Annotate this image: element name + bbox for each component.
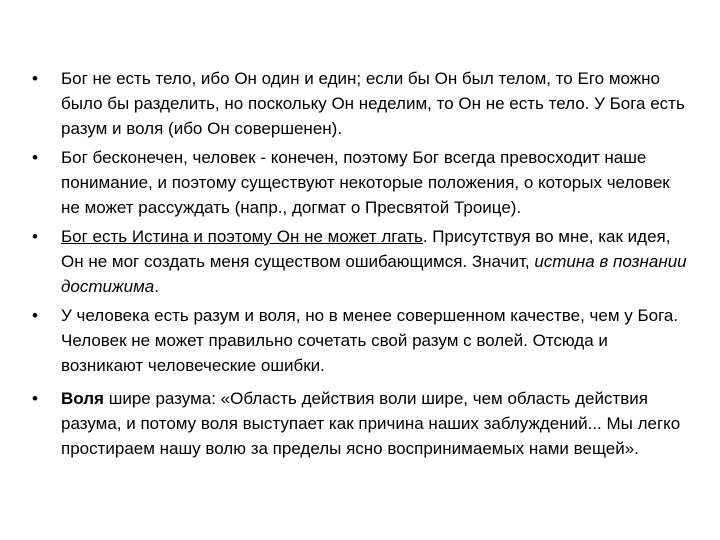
bullet-marker: • [32, 306, 38, 325]
bullet-text: У человека есть разум и воля, но в менее совершенном качестве, чем у Бога. Человек не может правильно сочетать свой разум с волей. Отсюда и возникают человеческие ошибки. [61, 306, 679, 375]
bullet-item-4 [32, 303, 692, 378]
bullet-item-3 [32, 224, 692, 299]
bullet-marker: • [32, 389, 38, 408]
bullet-text: Бог бесконечен, человек - конечен, поэтому Бог всегда превосходит наше понимание, и поэтому существуют некоторые положения, о которых человек не может рассуждать (напр., догмат о Пресвятой Троице). [61, 148, 670, 217]
bullet-list [32, 66, 692, 465]
bullet-item-1 [32, 66, 692, 141]
bullet-item-5 [32, 386, 692, 461]
bullet-text-tail: . [154, 277, 159, 296]
italic-phrase: истина в познании достижима [61, 252, 687, 296]
bullet-text: . Присутствуя во мне, как идея, Он не мог создать меня существом ошибающимся. Значит, [61, 227, 671, 271]
bullet-text: Бог не есть тело, ибо Он один и един; если бы Он был телом, то Его можно было бы разделить, но поскольку Он неделим, то Он не есть тело. У Бога есть разум и воля (ибо Он совершенен). [61, 69, 685, 138]
underlined-phrase: Бог есть Истина и поэтому Он не может лгать [61, 227, 423, 246]
bold-phrase: Воля [61, 389, 104, 408]
bullet-text: шире разума: «Область действия воли шире, чем область действия разума, и потому воля выступает как причина наших заблуждений... Мы легко простираем нашу волю за пределы ясно воспринимаемых нами вещей». [61, 389, 681, 458]
bullet-marker: • [32, 69, 38, 88]
bullet-marker: • [32, 148, 38, 167]
bullet-item-2 [32, 145, 692, 220]
bullet-marker: • [32, 227, 38, 246]
